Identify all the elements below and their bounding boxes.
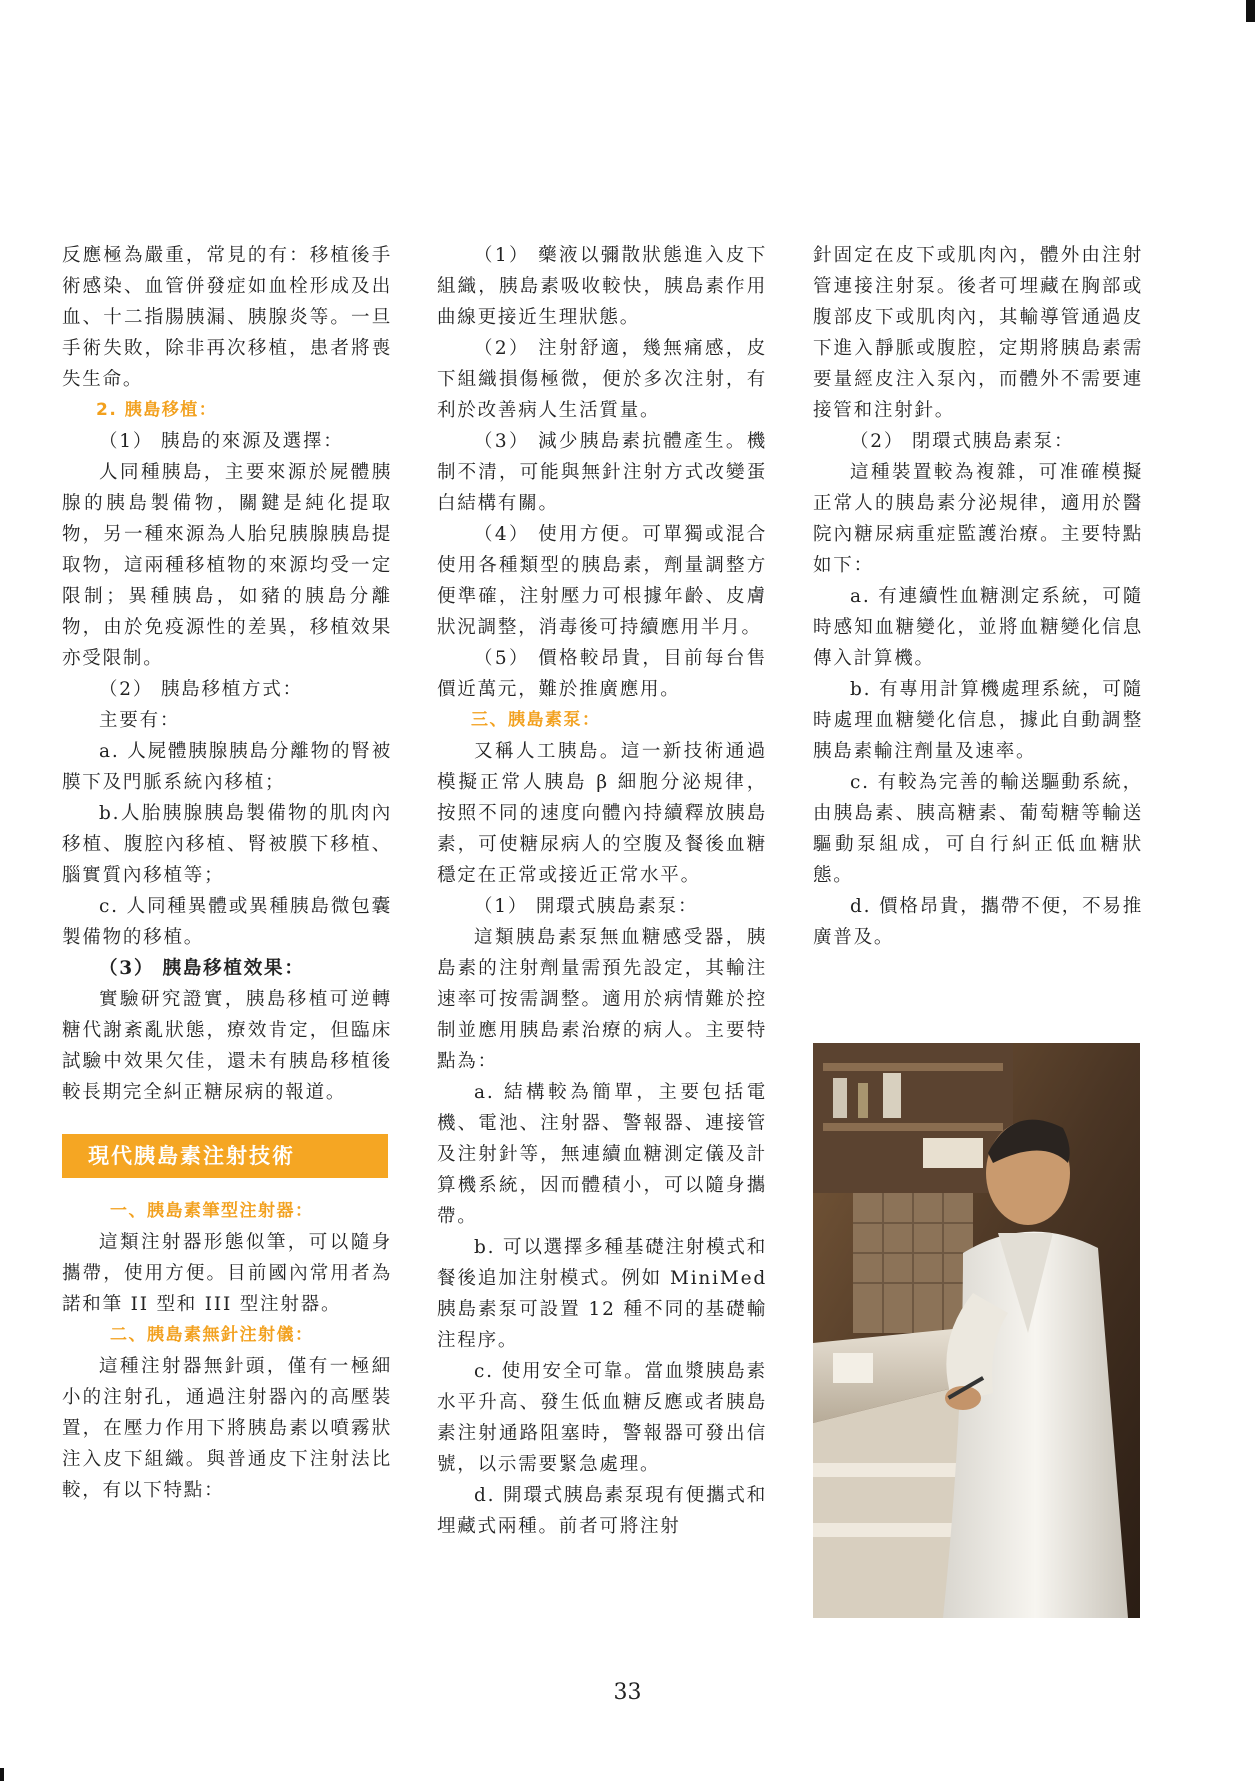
subheading-islet-transplant: 2. 胰島移植： [96,400,218,420]
column-1 [62,240,392,1506]
subheading-islet-effect: （3） 胰島移植效果： [99,958,305,979]
lab-photo-illustration [813,1043,1140,1618]
paragraph: 這類注射器形態似筆，可以隨身攜帶，使用方便。目前國內常用者為諾和筆 II 型和 III 型注射器。 [62,1232,392,1315]
paragraph: 又稱人工胰島。這一新技術通過模擬正常人胰島 β 細胞分泌規律，按照不同的速度向體內持續釋放胰島素，可使糖尿病人的空腹及餐後血糖穩定在正常或接近正常水平。 [437,741,767,886]
list-item: c. 人同種異體或異種胰島微包囊製備物的移植。 [62,896,392,948]
crop-mark [0,1768,4,1781]
section-banner: 現代胰島素注射技術 [62,1134,388,1178]
paragraph: 這種裝置較為複雜，可准確模擬正常人的胰島素分泌規律，適用於醫院內糖尿病重症監護治療。主要特點如下： [813,462,1143,576]
list-item: b. 可以選擇多種基礎注射模式和餐後追加注射模式。例如 MiniMed 胰島素泵可設置 12 種不同的基礎輸注程序。 [437,1237,767,1351]
column-3 [813,240,1143,953]
list-item: （3） 減少胰島素抗體產生。機制不清，可能與無針注射方式改變蛋白結構有關。 [437,431,767,514]
list-item: c. 有較為完善的輸送驅動系統，由胰島素、胰高糖素、葡萄糖等輸送驅動泵組成，可自行糾正低血糖狀態。 [813,772,1143,886]
lab-photo [813,1043,1140,1618]
list-item: d. 價格昂貴，攜帶不便，不易推廣普及。 [813,896,1143,948]
paragraph: 針固定在皮下或肌肉內，體外由注射管連接注射泵。後者可埋藏在胸部或腹部皮下或肌肉內，其輸導管通過皮下進入靜脈或腹腔，定期將胰島素需要量經皮注入泵內，而體外不需要連接管和注射針。 [813,245,1143,421]
list-item: d. 開環式胰島素泵現有便攜式和埋藏式兩種。前者可將注射 [437,1485,767,1537]
paragraph: 這類胰島素泵無血糖感受器，胰島素的注射劑量需預先設定，其輸注速率可按需調整。適用於病情難於控制並應用胰島素治療的病人。主要特點為： [437,927,767,1072]
list-item: （4） 使用方便。可單獨或混合使用各種類型的胰島素，劑量調整方便準確，注射壓力可根據年齡、皮膚狀況調整，消毒後可持續應用半月。 [437,524,767,638]
list-item: （2） 注射舒適，幾無痛感，皮下組織損傷極微，便於多次注射，有利於改善病人生活質量。 [437,338,767,421]
column-2 [437,240,767,1542]
crop-mark [1246,0,1255,22]
paragraph: 這種注射器無針頭，僅有一極細小的注射孔，通過注射器內的高壓裝置，在壓力作用下將胰島素以噴霧狀注入皮下組織。與普通皮下注射法比較，有以下特點： [62,1356,392,1501]
paragraph: 主要有： [99,710,181,731]
list-item: a. 有連續性血糖測定系統，可隨時感知血糖變化，並將血糖變化信息傳入計算機。 [813,586,1143,669]
page-number: 33 [613,1680,642,1705]
list-item: （5） 價格較昂貴，目前每台售價近萬元，難於推廣應用。 [437,648,767,700]
list-item: （1） 藥液以彌散狀態進入皮下組織，胰島素吸收較快，胰島素作用曲線更接近生理狀態。 [437,245,767,328]
subheading-closed-loop-pump: （2） 閉環式胰島素泵： [850,431,1075,452]
paragraph: 反應極為嚴重，常見的有：移植後手術感染、血管併發症如血栓形成及出血、十二指腸胰漏、胰腺炎等。一旦手術失敗，除非再次移植，患者將喪失生命。 [62,245,392,390]
list-item: b. 有專用計算機處理系統，可隨時處理血糖變化信息，據此自動調整胰島素輸注劑量及速率。 [813,679,1143,762]
list-item: a. 人屍體胰腺胰島分離物的腎被膜下及門脈系統內移植； [62,741,392,793]
list-item: b.人胎胰腺胰島製備物的肌肉內移植、腹腔內移植、腎被膜下移植、腦實質內移植等； [62,803,392,886]
subheading-islet-method: （2） 胰島移植方式： [99,679,303,700]
subheading-needleless-injector: 二、胰島素無針注射儀： [110,1325,314,1345]
subheading-pen-injector: 一、胰島素筆型注射器： [110,1201,314,1221]
subheading-insulin-pump: 三、胰島素泵： [471,710,601,730]
subheading-open-loop-pump: （1） 開環式胰島素泵： [474,896,699,917]
list-item: c. 使用安全可靠。當血漿胰島素水平升高、發生低血糖反應或者胰島素注射通路阻塞時，警報器可發出信號，以示需要緊急處理。 [437,1361,767,1475]
subheading-islet-source: （1） 胰島的來源及選擇： [99,431,344,452]
paragraph: 實驗研究證實，胰島移植可逆轉糖代謝紊亂狀態，療效肯定，但臨床試驗中效果欠佳，還未有胰島移植後較長期完全糾正糖尿病的報道。 [62,989,392,1103]
paragraph: 人同種胰島，主要來源於屍體胰腺的胰島製備物，關鍵是純化提取物，另一種來源為人胎兒胰腺胰島提取物，這兩種移植物的來源均受一定限制；異種胰島，如豬的胰島分離物，由於免疫源性的差異，移植效果亦受限制。 [62,462,392,669]
list-item: a. 結構較為簡單，主要包括電機、電池、注射器、警報器、連接管及注射針等，無連續血糖測定儀及計算機系統，因而體積小，可以隨身攜帶。 [437,1082,767,1227]
